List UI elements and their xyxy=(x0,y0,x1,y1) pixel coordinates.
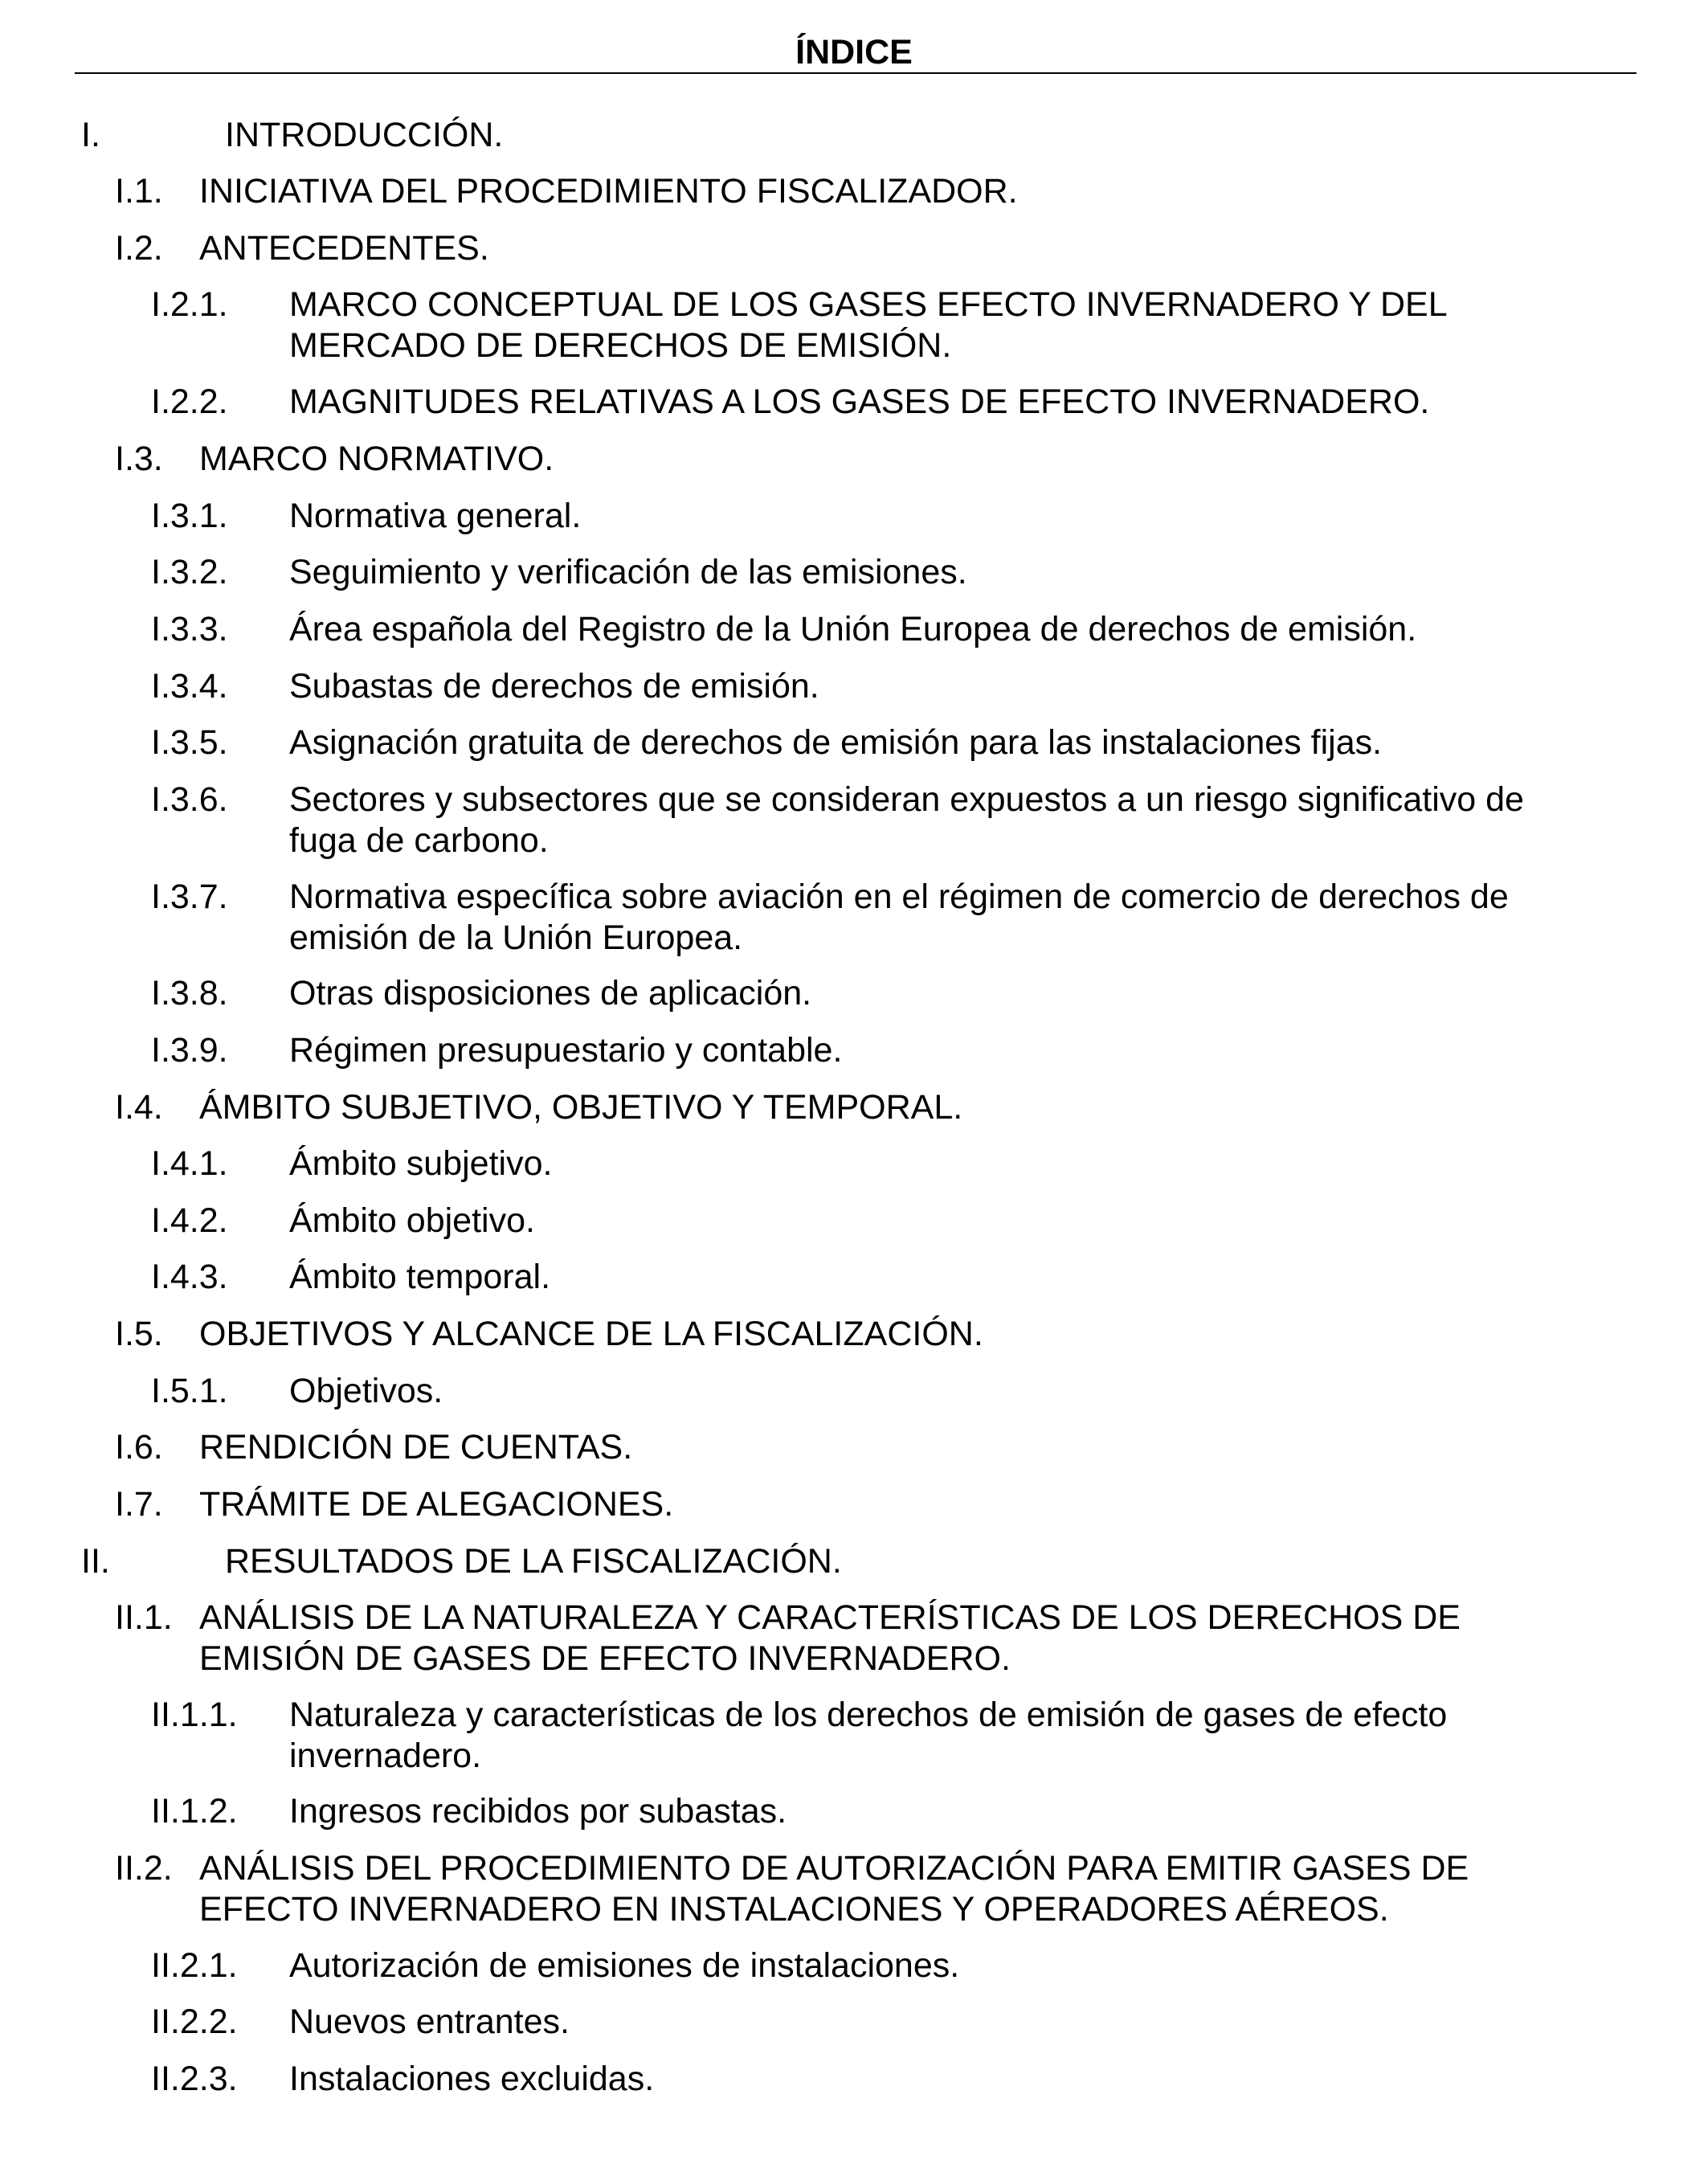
toc-number: II. xyxy=(81,1542,110,1581)
toc-number: I.3.9. xyxy=(151,1031,228,1070)
toc-number: I.1. xyxy=(115,172,163,211)
toc-title: RENDICIÓN DE CUENTAS. xyxy=(199,1428,633,1467)
toc-title: MAGNITUDES RELATIVAS A LOS GASES DE EFECTO INVERNADERO. xyxy=(289,382,1430,421)
toc-number: I.3. xyxy=(115,440,163,478)
toc-title: RESULTADOS DE LA FISCALIZACIÓN. xyxy=(225,1542,842,1581)
toc-title: Objetivos. xyxy=(289,1372,443,1410)
toc-title: MARCO CONCEPTUAL DE LOS GASES EFECTO INVERNADERO Y DEL MERCADO DE DERECHOS DE EMISIÓN. xyxy=(289,285,1447,365)
toc-title: TRÁMITE DE ALEGACIONES. xyxy=(199,1485,674,1524)
toc-title: ANTECEDENTES. xyxy=(199,229,489,268)
toc-title: Ámbito temporal. xyxy=(289,1258,551,1296)
toc-title: Ingresos recibidos por subastas. xyxy=(289,1792,787,1831)
toc-title: MARCO NORMATIVO. xyxy=(199,440,554,478)
toc-number: I.4. xyxy=(115,1088,163,1127)
toc-number: I.3.8. xyxy=(151,974,228,1012)
toc-title: Área española del Registro de la Unión Europea de derechos de emisión. xyxy=(289,610,1417,648)
toc-number: I.3.7. xyxy=(151,878,228,916)
toc-title: Asignación gratuita de derechos de emisión para las instalaciones fijas. xyxy=(289,723,1383,762)
toc-title: Naturaleza y características de los derechos de emisión de gases de efecto invernadero. xyxy=(289,1696,1448,1775)
toc-number: II.1.1. xyxy=(151,1696,238,1734)
toc-number: II.2.1. xyxy=(151,1946,238,1985)
toc-title: Instalaciones excluidas. xyxy=(289,2060,655,2098)
toc-number: I.4.3. xyxy=(151,1258,228,1296)
toc-number: I.4.1. xyxy=(151,1144,228,1183)
toc-title: ÁMBITO SUBJETIVO, OBJETIVO Y TEMPORAL. xyxy=(199,1088,963,1127)
toc-title: ANÁLISIS DEL PROCEDIMIENTO DE AUTORIZACIÓN PARA EMITIR GASES DE EFECTO INVERNADERO EN INSTALACIONES Y OPERADORES AÉREOS. xyxy=(199,1849,1469,1929)
toc-title: Ámbito subjetivo. xyxy=(289,1144,553,1183)
toc-number: II.2.3. xyxy=(151,2060,238,2098)
toc-number: I.3.1. xyxy=(151,497,228,535)
toc-number: I.2.2. xyxy=(151,382,228,421)
toc-title: Autorización de emisiones de instalaciones. xyxy=(289,1946,960,1985)
title-rule xyxy=(75,72,1636,74)
toc-title: Régimen presupuestario y contable. xyxy=(289,1031,843,1070)
toc-number: I.5. xyxy=(115,1315,163,1353)
toc-title: Normativa específica sobre aviación en el régimen de comercio de derechos de emisión de la Unión Europea. xyxy=(289,878,1509,957)
toc-title: OBJETIVOS Y ALCANCE DE LA FISCALIZACIÓN. xyxy=(199,1315,983,1353)
toc-number: I.3.4. xyxy=(151,667,228,706)
toc-title: Seguimiento y verificación de las emisiones. xyxy=(289,553,967,591)
toc-title: Subastas de derechos de emisión. xyxy=(289,667,819,706)
toc-number: I.4.2. xyxy=(151,1201,228,1240)
toc-number: I.6. xyxy=(115,1428,163,1467)
toc-number: II.1.2. xyxy=(151,1792,238,1831)
toc-title: Sectores y subsectores que se consideran expuestos a un riesgo significativo de fuga de carbono. xyxy=(289,780,1524,860)
toc-number: II.1. xyxy=(115,1598,173,1637)
toc-number: I. xyxy=(81,116,100,154)
toc-title: ANÁLISIS DE LA NATURALEZA Y CARACTERÍSTICAS DE LOS DERECHOS DE EMISIÓN DE GASES DE EFECTO INVERNADERO. xyxy=(199,1598,1461,1678)
toc-number: I.2.1. xyxy=(151,285,228,324)
page-title: ÍNDICE xyxy=(795,33,913,72)
toc-title: Normativa general. xyxy=(289,497,582,535)
toc-title: INTRODUCCIÓN. xyxy=(225,116,504,154)
toc-number: I.3.3. xyxy=(151,610,228,648)
toc-title: Nuevos entrantes. xyxy=(289,2002,570,2041)
toc-title: INICIATIVA DEL PROCEDIMIENTO FISCALIZADOR. xyxy=(199,172,1018,211)
toc-number: I.5.1. xyxy=(151,1372,228,1410)
toc-title: Otras disposiciones de aplicación. xyxy=(289,974,812,1012)
toc-number: I.3.6. xyxy=(151,780,228,819)
toc-number: I.2. xyxy=(115,229,163,268)
toc-title: Ámbito objetivo. xyxy=(289,1201,535,1240)
toc-number: I.7. xyxy=(115,1485,163,1524)
toc-number: II.2.2. xyxy=(151,2002,238,2041)
toc-number: II.2. xyxy=(115,1849,173,1888)
toc-number: I.3.2. xyxy=(151,553,228,591)
toc-number: I.3.5. xyxy=(151,723,228,762)
